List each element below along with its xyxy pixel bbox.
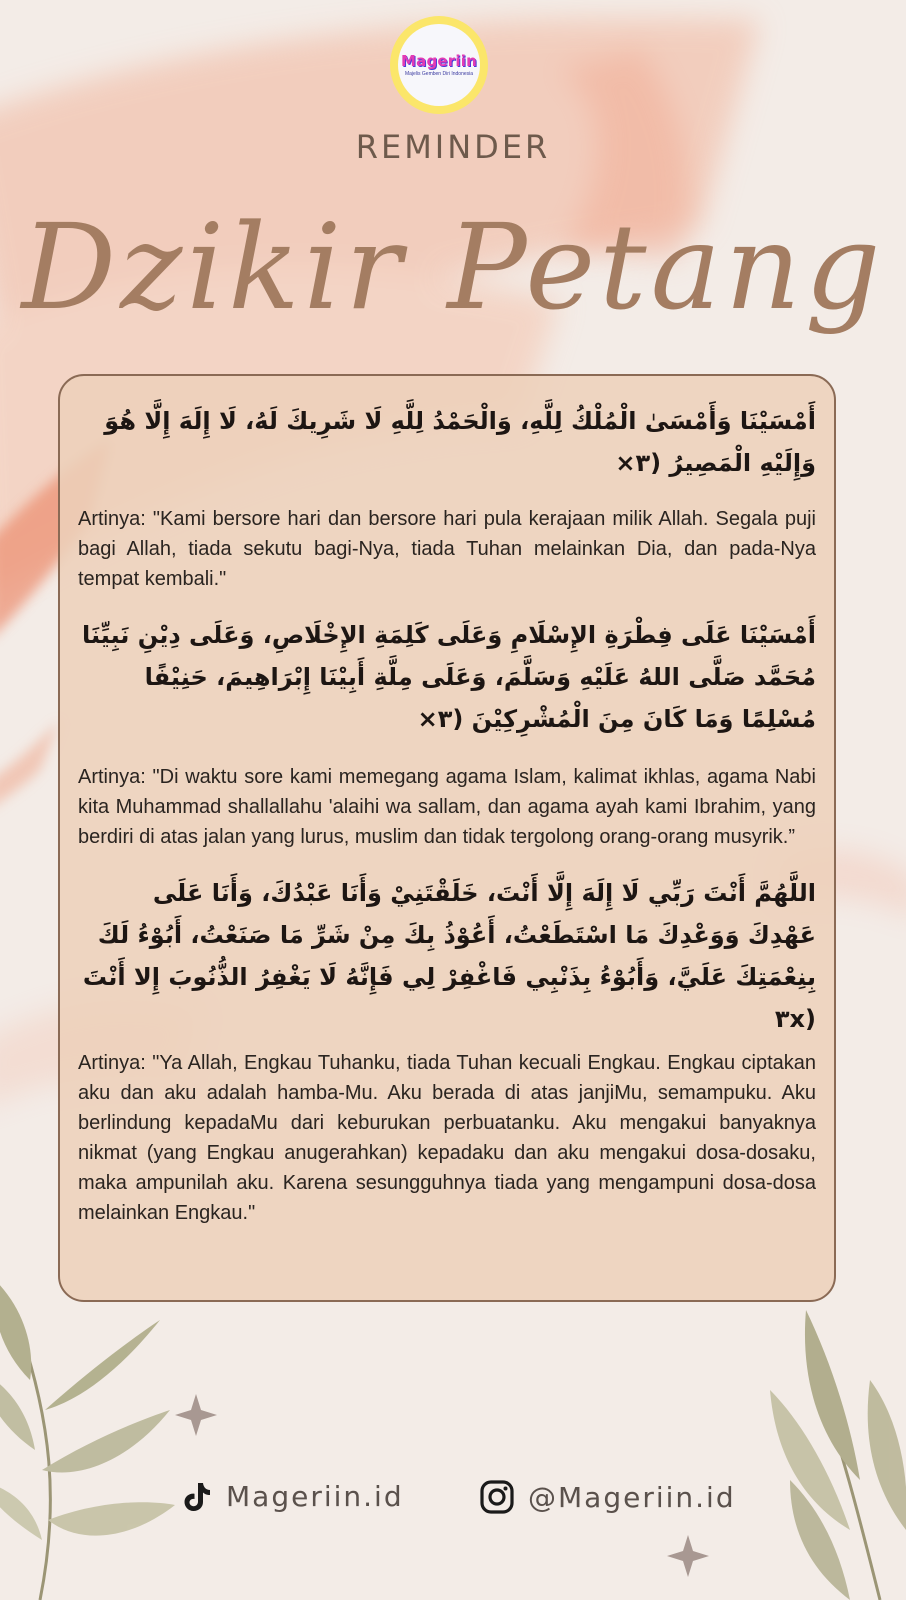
page-title — [0, 190, 906, 370]
dzikir-2-meaning: Artinya: "Di waktu sore kami memegang agama Islam, kalimat ikhlas, agama Nabi kita Muhammad shallallahu 'alaihi wa sallam, dan agama ayah kami Ibrahim, yang berdiri di atas jalan yang lurus, muslim dan tidak tergolong orang-orang musyrik.” — [78, 766, 816, 848]
tiktok-icon — [182, 1481, 212, 1513]
brand-logo-badge — [398, 24, 480, 106]
instagram-link[interactable] — [480, 1480, 736, 1514]
brand-logo — [390, 16, 488, 114]
dzikir-card — [58, 374, 836, 1302]
instagram-icon — [480, 1480, 514, 1514]
instagram-handle: @Mageriin.id — [528, 1480, 736, 1514]
logo-tagline: Majelis Gemben Diri Indonesia — [404, 71, 474, 78]
dzikir-1-meaning: Artinya: "Kami bersore hari dan bersore hari pula kerajaan milik Allah. Segala puji bagi Allah, tiada sekutu bagi-Nya, tiada Tuhan melainkan Dia, dan pada-Nya tempat kembali." — [78, 508, 816, 590]
dzikir-3-meaning: Artinya: "Ya Allah, Engkau Tuhanku, tiada Tuhan kecuali Engkau. Engkau ciptakan aku dan aku adalah hamba-Mu. Aku berada di atas janjiMu, semampuku. Aku berlindung kepadaMu dari keburukan perbuatanku. Aku mengakui banyaknya nikmat (yang Engkau anugerahkan) kepadaku dan aku mengakui dosa-dosaku, maka ampunilah aku. Karena sesungguhnya tiada yang mengampuni dosa-dosa melainkan Engkau." — [78, 1052, 816, 1224]
title-script-text: Dzikir Petang — [21, 198, 885, 336]
tiktok-handle: Mageriin.id — [226, 1480, 404, 1513]
tiktok-link[interactable] — [182, 1480, 404, 1513]
dzikir-3-arabic: اللَّهُمَّ أَنْتَ رَبِّي لَا إِلَهَ إِلَّا أَنْتَ، خَلَقْتَنِيْ وَأَنَا عَبْدُكَ، وَأَنَا عَلَى عَهْدِكَ وَوَعْدِكَ مَا اسْتَطَعْتُ، أَعُوْذُ بِكَ مِنْ شَرِّ مَا صَنَعْتُ، أَبُوْءُ لَكَ بِنِعْمَتِكَ عَلَيَّ، وَأَبُوْءُ بِذَنْبِي فَاغْفِرْ لِي فَإِنَّهُ لَا يَغْفِرُ الذُّنُوبَ إِلا أَنْتَ (٣x — [82, 879, 816, 1033]
dzikir-1-arabic: أَمْسَيْنَا وَأَمْسَىٰ الْمُلْكُ لِلَّهِ، وَالْحَمْدُ لِلَّهِ لَا شَرِيكَ لَهُ، لَا إِلَهَ إِلَّا هُوَ وَإِلَيْهِ الْمَصِيرُ (٣× — [104, 407, 816, 477]
dzikir-2-arabic: أَمْسَيْنَا عَلَى فِطْرَةِ الإِسْلَامِ وَعَلَى كَلِمَةِ الإِخْلَاصِ، وَعَلَى دِيْنِ نَبِيِّنَا مُحَمَّد صَلَّى اللهُ عَلَيْهِ وَسَلَّمَ، وَعَلَى مِلَّةِ أَبِيْنَا إِبْرَاهِيمَ، حَنِيْفًا مُسْلِمًا وَمَا كَانَ مِنَ الْمُشْرِكِيْنَ (٣× — [81, 621, 816, 733]
logo-name: Mageriin — [401, 52, 477, 71]
reminder-heading: REMINDER — [355, 128, 551, 166]
